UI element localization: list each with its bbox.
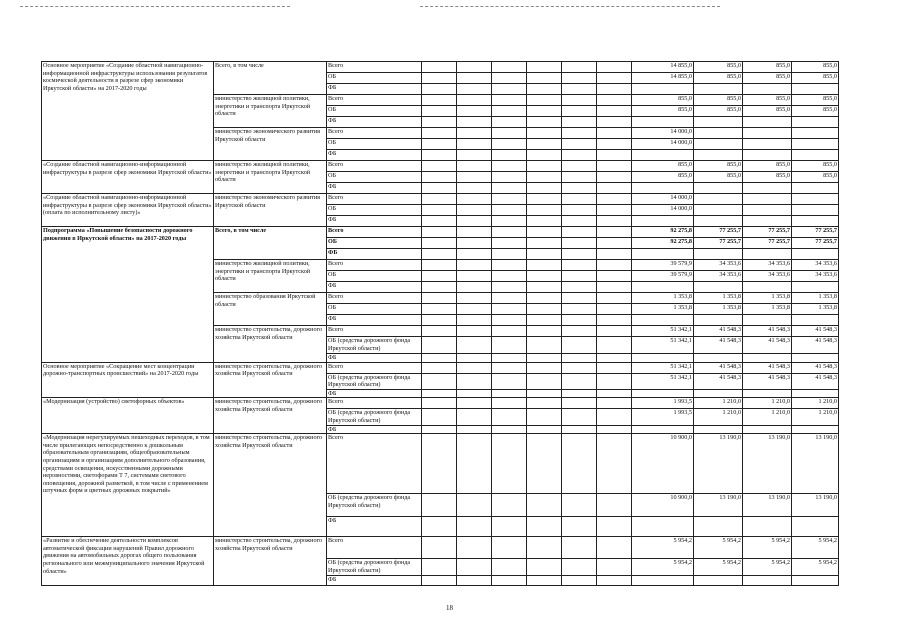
source-cell: Всего: [327, 194, 422, 205]
total-cell: [632, 517, 694, 537]
year-cell: 41 548,3: [743, 373, 792, 389]
source-cell: Всего: [327, 128, 422, 139]
year-cell: [694, 517, 743, 537]
executor-cell: министерство жилищной политики, энергетики и транспорта Иркутской области: [214, 260, 327, 293]
total-cell: 1 993,5: [632, 398, 694, 409]
year-cell: [694, 84, 743, 95]
source-cell: ОБ: [327, 73, 422, 84]
year-cell: [792, 216, 839, 227]
year-cell: 1 210,0: [792, 409, 839, 425]
source-cell: ФБ: [327, 354, 422, 363]
year-cell: 41 548,3: [792, 337, 839, 354]
source-cell: Всего: [327, 293, 422, 304]
year-cell: [792, 139, 839, 150]
total-cell: 92 275,8: [632, 227, 694, 238]
year-cell: [792, 282, 839, 293]
year-cell: [694, 183, 743, 194]
source-cell: Всего: [327, 434, 422, 494]
year-cell: 13 190,0: [694, 494, 743, 517]
source-cell: ФБ: [327, 576, 422, 586]
source-cell: Всего: [327, 260, 422, 271]
year-cell: 5 954,2: [743, 537, 792, 559]
executor-cell: министерство строительства, дорожного хозяйства Иркутской области: [214, 398, 327, 434]
total-cell: 855,0: [632, 106, 694, 117]
source-cell: Всего: [327, 326, 422, 337]
source-cell: ОБ (средства дорожного фонда Иркутской области): [327, 559, 422, 576]
total-cell: [632, 150, 694, 161]
total-cell: 39 579,9: [632, 271, 694, 282]
year-cell: 34 353,6: [694, 271, 743, 282]
total-cell: 1 353,8: [632, 293, 694, 304]
total-cell: 10 900,0: [632, 494, 694, 517]
year-cell: 77 255,7: [694, 227, 743, 238]
year-cell: 77 255,7: [792, 227, 839, 238]
year-cell: [792, 425, 839, 434]
year-cell: 1 210,0: [694, 409, 743, 425]
source-cell: ФБ: [327, 315, 422, 326]
source-cell: ОБ: [327, 106, 422, 117]
year-cell: 855,0: [792, 106, 839, 117]
year-cell: 1 353,8: [694, 293, 743, 304]
year-cell: [743, 354, 792, 363]
event-name-cell: «Модернизация нерегулируемых пешеходных переходов, в том числе прилегающих непосредственно к дошкольным образовательным организациям, общеобразовательным организациям и организациям дополнительного образования, средствами освещения, искусственными дорожными неровностями, светофорами Т 7, системами светового оповещения, дорожной разметкой, в том числе с применением штучных форм и цветных дорожных покрытий»: [42, 434, 214, 537]
year-cell: [743, 216, 792, 227]
total-cell: 51 342,1: [632, 373, 694, 389]
year-cell: [792, 150, 839, 161]
year-cell: [743, 249, 792, 260]
year-cell: [743, 315, 792, 326]
source-cell: ОБ: [327, 238, 422, 249]
source-cell: Всего: [327, 95, 422, 106]
year-cell: [743, 117, 792, 128]
executor-cell: Всего, в том числе: [214, 62, 327, 95]
year-cell: 41 548,3: [792, 326, 839, 337]
year-cell: [743, 517, 792, 537]
year-cell: [694, 139, 743, 150]
total-cell: 14 000,0: [632, 205, 694, 216]
year-cell: 13 190,0: [792, 434, 839, 494]
total-cell: 10 900,0: [632, 434, 694, 494]
year-cell: 855,0: [792, 73, 839, 84]
source-cell: ОБ (средства дорожного фонда Иркутской области): [327, 409, 422, 425]
year-cell: 5 954,2: [792, 559, 839, 576]
year-cell: [743, 389, 792, 398]
source-cell: ФБ: [327, 249, 422, 260]
scan-top-rule-right: [420, 6, 720, 7]
year-cell: [792, 183, 839, 194]
total-cell: 5 954,2: [632, 537, 694, 559]
year-cell: 1 210,0: [792, 398, 839, 409]
year-cell: 855,0: [743, 172, 792, 183]
year-cell: 41 548,3: [792, 362, 839, 373]
event-name-cell: Основное мероприятие «Создание областной навигационно-информационной инфраструктуры использования результатов космической деятельности в разрезе сфер экономики Иркутской области» на 2017-2020 годы: [42, 62, 214, 161]
year-cell: [743, 150, 792, 161]
year-cell: 34 353,6: [743, 260, 792, 271]
page-number: 18: [446, 604, 453, 612]
total-cell: [632, 354, 694, 363]
subprogram-name-cell: Подпрограмма «Повышение безопасности дорожного движения в Иркутской области» на 2017-2020 годы: [42, 227, 214, 363]
year-cell: 13 190,0: [694, 434, 743, 494]
year-cell: [792, 315, 839, 326]
table-row: [42, 362, 839, 373]
year-cell: 1 353,8: [694, 304, 743, 315]
year-cell: 41 548,3: [694, 326, 743, 337]
table-row: [42, 161, 839, 172]
year-cell: 77 255,7: [792, 238, 839, 249]
year-cell: [792, 117, 839, 128]
event-name-cell: «Развитие и обеспечение деятельности комплексов автоматической фиксации нарушений Правил дорожного движения на автомобильных дорогах общего пользования регионального или межмуниципального значения Иркутской области»: [42, 537, 214, 586]
total-cell: 1 353,8: [632, 304, 694, 315]
year-cell: 41 548,3: [694, 337, 743, 354]
year-cell: 855,0: [694, 106, 743, 117]
program-funding-table: [41, 61, 839, 586]
year-cell: [743, 576, 792, 586]
total-cell: [632, 249, 694, 260]
table-row: [42, 62, 839, 73]
source-cell: ФБ: [327, 183, 422, 194]
source-cell: ОБ (средства дорожного фонда Иркутской области): [327, 494, 422, 517]
year-cell: 855,0: [743, 161, 792, 172]
total-cell: 39 579,9: [632, 260, 694, 271]
event-name-cell: «Создание областной навигационно-информационной инфраструктуры в разрезе сфер экономики Иркутской области»: [42, 161, 214, 194]
year-cell: [792, 249, 839, 260]
year-cell: 5 954,2: [694, 559, 743, 576]
source-cell: ФБ: [327, 216, 422, 227]
year-cell: [743, 194, 792, 205]
year-cell: [792, 576, 839, 586]
year-cell: 855,0: [792, 172, 839, 183]
total-cell: 14 855,0: [632, 73, 694, 84]
year-cell: 77 255,7: [694, 238, 743, 249]
executor-cell: Всего, в том числе: [214, 227, 327, 260]
year-cell: [743, 425, 792, 434]
source-cell: ОБ: [327, 139, 422, 150]
year-cell: 1 210,0: [743, 398, 792, 409]
source-cell: ОБ (средства дорожного фонда Иркутской области): [327, 373, 422, 389]
source-cell: Всего: [327, 227, 422, 238]
year-cell: [694, 216, 743, 227]
year-cell: [743, 84, 792, 95]
total-cell: 1 993,5: [632, 409, 694, 425]
year-cell: 855,0: [694, 161, 743, 172]
year-cell: [743, 128, 792, 139]
year-cell: 855,0: [743, 62, 792, 73]
year-cell: [694, 117, 743, 128]
executor-cell: министерство жилищной политики, энергетики и транспорта Иркутской области: [214, 161, 327, 194]
year-cell: 1 353,8: [743, 293, 792, 304]
year-cell: [694, 128, 743, 139]
total-cell: 51 342,1: [632, 326, 694, 337]
year-cell: 855,0: [694, 172, 743, 183]
year-cell: 5 954,2: [743, 559, 792, 576]
executor-cell: министерство строительства, дорожного хозяйства Иркутской области: [214, 362, 327, 398]
source-cell: ФБ: [327, 425, 422, 434]
source-cell: ФБ: [327, 84, 422, 95]
year-cell: 41 548,3: [743, 362, 792, 373]
source-cell: ФБ: [327, 282, 422, 293]
year-cell: 77 255,7: [743, 227, 792, 238]
total-cell: 14 855,0: [632, 62, 694, 73]
year-cell: 34 353,6: [792, 260, 839, 271]
year-cell: [792, 354, 839, 363]
year-cell: 855,0: [792, 62, 839, 73]
year-cell: 13 190,0: [743, 494, 792, 517]
total-cell: 14 000,0: [632, 139, 694, 150]
source-cell: ФБ: [327, 517, 422, 537]
total-cell: 51 342,1: [632, 337, 694, 354]
year-cell: 855,0: [743, 106, 792, 117]
year-cell: 41 548,3: [694, 373, 743, 389]
total-cell: 855,0: [632, 95, 694, 106]
year-cell: 855,0: [743, 73, 792, 84]
year-cell: 13 190,0: [743, 434, 792, 494]
year-cell: 855,0: [694, 95, 743, 106]
table-row: [42, 227, 839, 238]
source-cell: Всего: [327, 62, 422, 73]
year-cell: [694, 389, 743, 398]
total-cell: 855,0: [632, 161, 694, 172]
year-cell: 41 548,3: [743, 326, 792, 337]
year-cell: 1 353,8: [743, 304, 792, 315]
event-name-cell: «Создание областной навигационно-информационной инфраструктуры в разрезе сфер экономики Иркутской области» (оплата по исполнительному листу)»: [42, 194, 214, 227]
executor-cell: министерство строительства, дорожного хозяйства Иркутской области: [214, 434, 327, 537]
year-cell: 41 548,3: [694, 362, 743, 373]
table-row: [42, 537, 839, 559]
source-cell: ОБ: [327, 205, 422, 216]
year-cell: 855,0: [792, 161, 839, 172]
executor-cell: министерство строительства, дорожного хозяйства Иркутской области: [214, 326, 327, 363]
year-cell: 5 954,2: [792, 537, 839, 559]
year-cell: [743, 282, 792, 293]
year-cell: 855,0: [694, 62, 743, 73]
source-cell: Всего: [327, 161, 422, 172]
table-row: [42, 398, 839, 409]
year-cell: [694, 282, 743, 293]
year-cell: 1 353,8: [792, 304, 839, 315]
total-cell: [632, 425, 694, 434]
total-cell: [632, 84, 694, 95]
year-cell: [792, 205, 839, 216]
total-cell: [632, 389, 694, 398]
total-cell: [632, 117, 694, 128]
year-cell: 41 548,3: [792, 373, 839, 389]
total-cell: [632, 216, 694, 227]
total-cell: [632, 315, 694, 326]
source-cell: Всего: [327, 362, 422, 373]
total-cell: 92 275,8: [632, 238, 694, 249]
year-cell: 77 255,7: [743, 238, 792, 249]
total-cell: [632, 183, 694, 194]
source-cell: ОБ: [327, 271, 422, 282]
year-cell: [694, 150, 743, 161]
year-cell: 855,0: [743, 95, 792, 106]
executor-cell: министерство жилищной политики, энергетики и транспорта Иркутской области: [214, 95, 327, 128]
year-cell: [694, 205, 743, 216]
year-cell: [743, 205, 792, 216]
year-cell: [694, 576, 743, 586]
total-cell: 14 000,0: [632, 194, 694, 205]
year-cell: [792, 517, 839, 537]
total-cell: [632, 282, 694, 293]
year-cell: [694, 425, 743, 434]
year-cell: 41 548,3: [743, 337, 792, 354]
table-row: [42, 194, 839, 205]
source-cell: ОБ (средства дорожного фонда Иркутской области): [327, 337, 422, 354]
source-cell: ФБ: [327, 389, 422, 398]
scan-top-rule-left: [20, 6, 290, 7]
source-cell: Всего: [327, 398, 422, 409]
source-cell: Всего: [327, 537, 422, 559]
year-cell: [694, 194, 743, 205]
executor-cell: министерство экономического развития Иркутской области: [214, 194, 327, 227]
total-cell: [632, 576, 694, 586]
total-cell: 5 954,2: [632, 559, 694, 576]
total-cell: 855,0: [632, 172, 694, 183]
source-cell: ОБ: [327, 304, 422, 315]
source-cell: ОБ: [327, 172, 422, 183]
event-name-cell: «Модернизация (устройство) светофорных объектов»: [42, 398, 214, 434]
year-cell: [694, 315, 743, 326]
year-cell: 34 353,6: [743, 271, 792, 282]
total-cell: 14 000,0: [632, 128, 694, 139]
year-cell: 1 210,0: [694, 398, 743, 409]
executor-cell: министерство строительства, дорожного хозяйства Иркутской области: [214, 537, 327, 586]
year-cell: 1 210,0: [743, 409, 792, 425]
source-cell: ФБ: [327, 117, 422, 128]
executor-cell: министерство образования Иркутской области: [214, 293, 327, 326]
year-cell: [792, 194, 839, 205]
year-cell: [694, 249, 743, 260]
total-cell: 51 342,1: [632, 362, 694, 373]
year-cell: 34 353,6: [694, 260, 743, 271]
year-cell: [743, 183, 792, 194]
table-row: [42, 434, 839, 494]
source-cell: ФБ: [327, 150, 422, 161]
year-cell: 855,0: [694, 73, 743, 84]
year-cell: 855,0: [792, 95, 839, 106]
year-cell: [792, 84, 839, 95]
event-name-cell: Основное мероприятие «Сокращение мест концентрации дорожно-транспортных происшествий» на 2017-2020 годы: [42, 362, 214, 398]
year-cell: 5 954,2: [694, 537, 743, 559]
executor-cell: министерство экономического развития Иркутской области: [214, 128, 327, 161]
year-cell: [792, 389, 839, 398]
year-cell: 1 353,8: [792, 293, 839, 304]
year-cell: [694, 354, 743, 363]
year-cell: [792, 128, 839, 139]
year-cell: 34 353,6: [792, 271, 839, 282]
year-cell: 13 190,0: [792, 494, 839, 517]
year-cell: [743, 139, 792, 150]
